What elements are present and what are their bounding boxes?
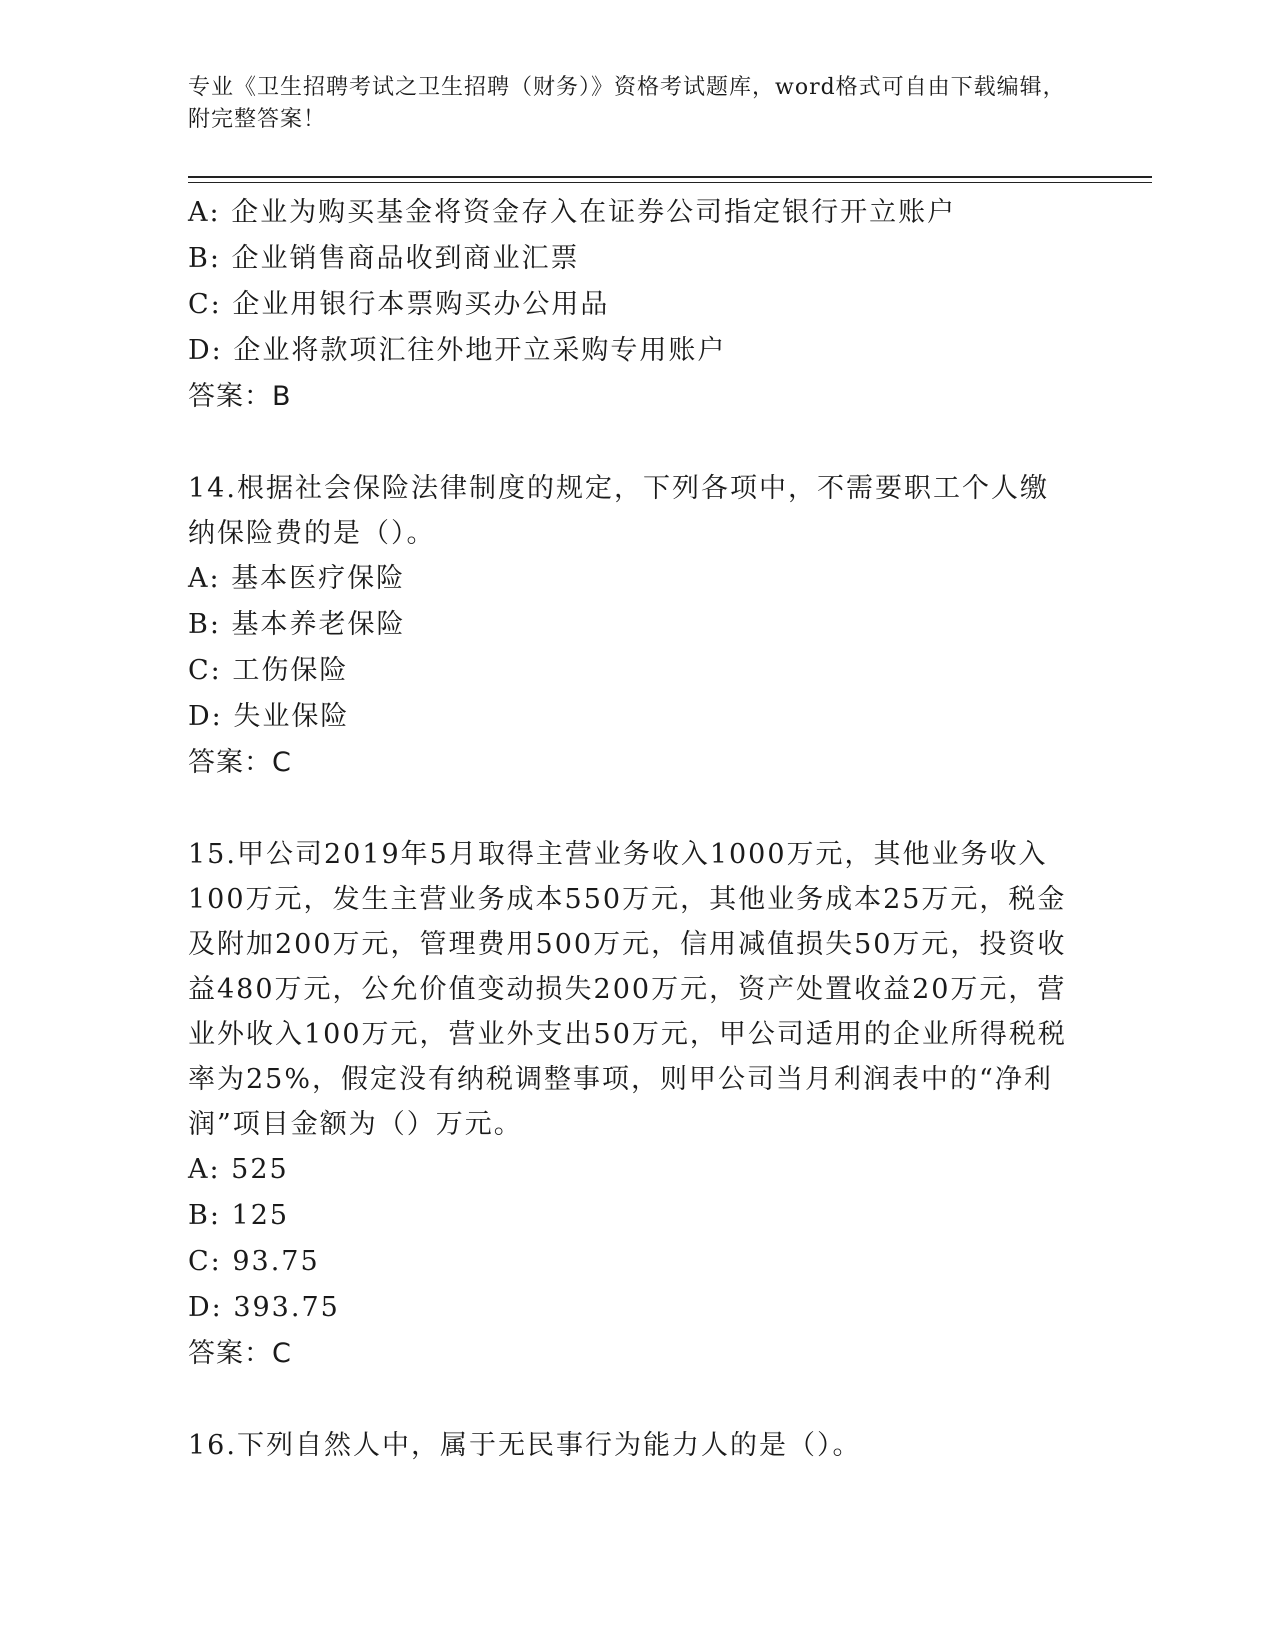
header-rule-thick xyxy=(188,176,1152,178)
answer: 答案：C xyxy=(188,1338,292,1369)
spacer xyxy=(188,420,1088,466)
question-stem: 15.甲公司2019年5月取得主营业务收入1000万元，其他业务收入100万元，发生主营业务成本550万元，其他业务成本25万元，税金及附加200万元，管理费用500万元，信用减值损失50万元，投资收益480万元，公允价值变动损失200万元，资产处置收益20万元，营业外收入100万元，营业外支出50万元，甲公司适用的企业所得税税率为25%，假定没有纳税调整事项，则甲公司当月利润表中的“净利润”项目金额为（）万元。 xyxy=(188,839,1067,1140)
option-a: A: 基本医疗保险 xyxy=(188,563,406,594)
question-list xyxy=(188,190,1088,1468)
option-d: D: 393.75 xyxy=(188,1292,340,1323)
header-rule-thin xyxy=(188,182,1152,183)
option-c: C: 93.75 xyxy=(188,1246,320,1277)
spacer xyxy=(188,786,1088,832)
question-14 xyxy=(188,466,1088,786)
question-stem: 14.根据社会保险法律制度的规定，下列各项中，不需要职工个人缴纳保险费的是（）。 xyxy=(188,473,1049,549)
option-d: D: 企业将款项汇往外地开立采购专用账户 xyxy=(188,335,727,366)
question-15 xyxy=(188,832,1088,1377)
option-a: A: 525 xyxy=(188,1154,289,1185)
option-b: B: 基本养老保险 xyxy=(188,609,406,640)
question-16 xyxy=(188,1423,1088,1468)
question-stem: 16.下列自然人中，属于无民事行为能力人的是（）。 xyxy=(188,1430,862,1461)
option-c: C: 工伤保险 xyxy=(188,655,349,686)
question-13 xyxy=(188,190,1088,420)
answer: 答案：B xyxy=(188,381,292,412)
option-a: A: 企业为购买基金将资金存入在证券公司指定银行开立账户 xyxy=(188,197,957,228)
option-b: B: 125 xyxy=(188,1200,290,1231)
document-header: 专业《卫生招聘考试之卫生招聘（财务）》资格考试题库，word格式可自由下载编辑，附完整答案！ xyxy=(188,75,1066,132)
option-c: C: 企业用银行本票购买办公用品 xyxy=(188,289,610,320)
spacer xyxy=(188,1377,1088,1423)
answer: 答案：C xyxy=(188,747,292,778)
option-d: D: 失业保险 xyxy=(188,701,350,732)
option-b: B: 企业销售商品收到商业汇票 xyxy=(188,243,580,274)
